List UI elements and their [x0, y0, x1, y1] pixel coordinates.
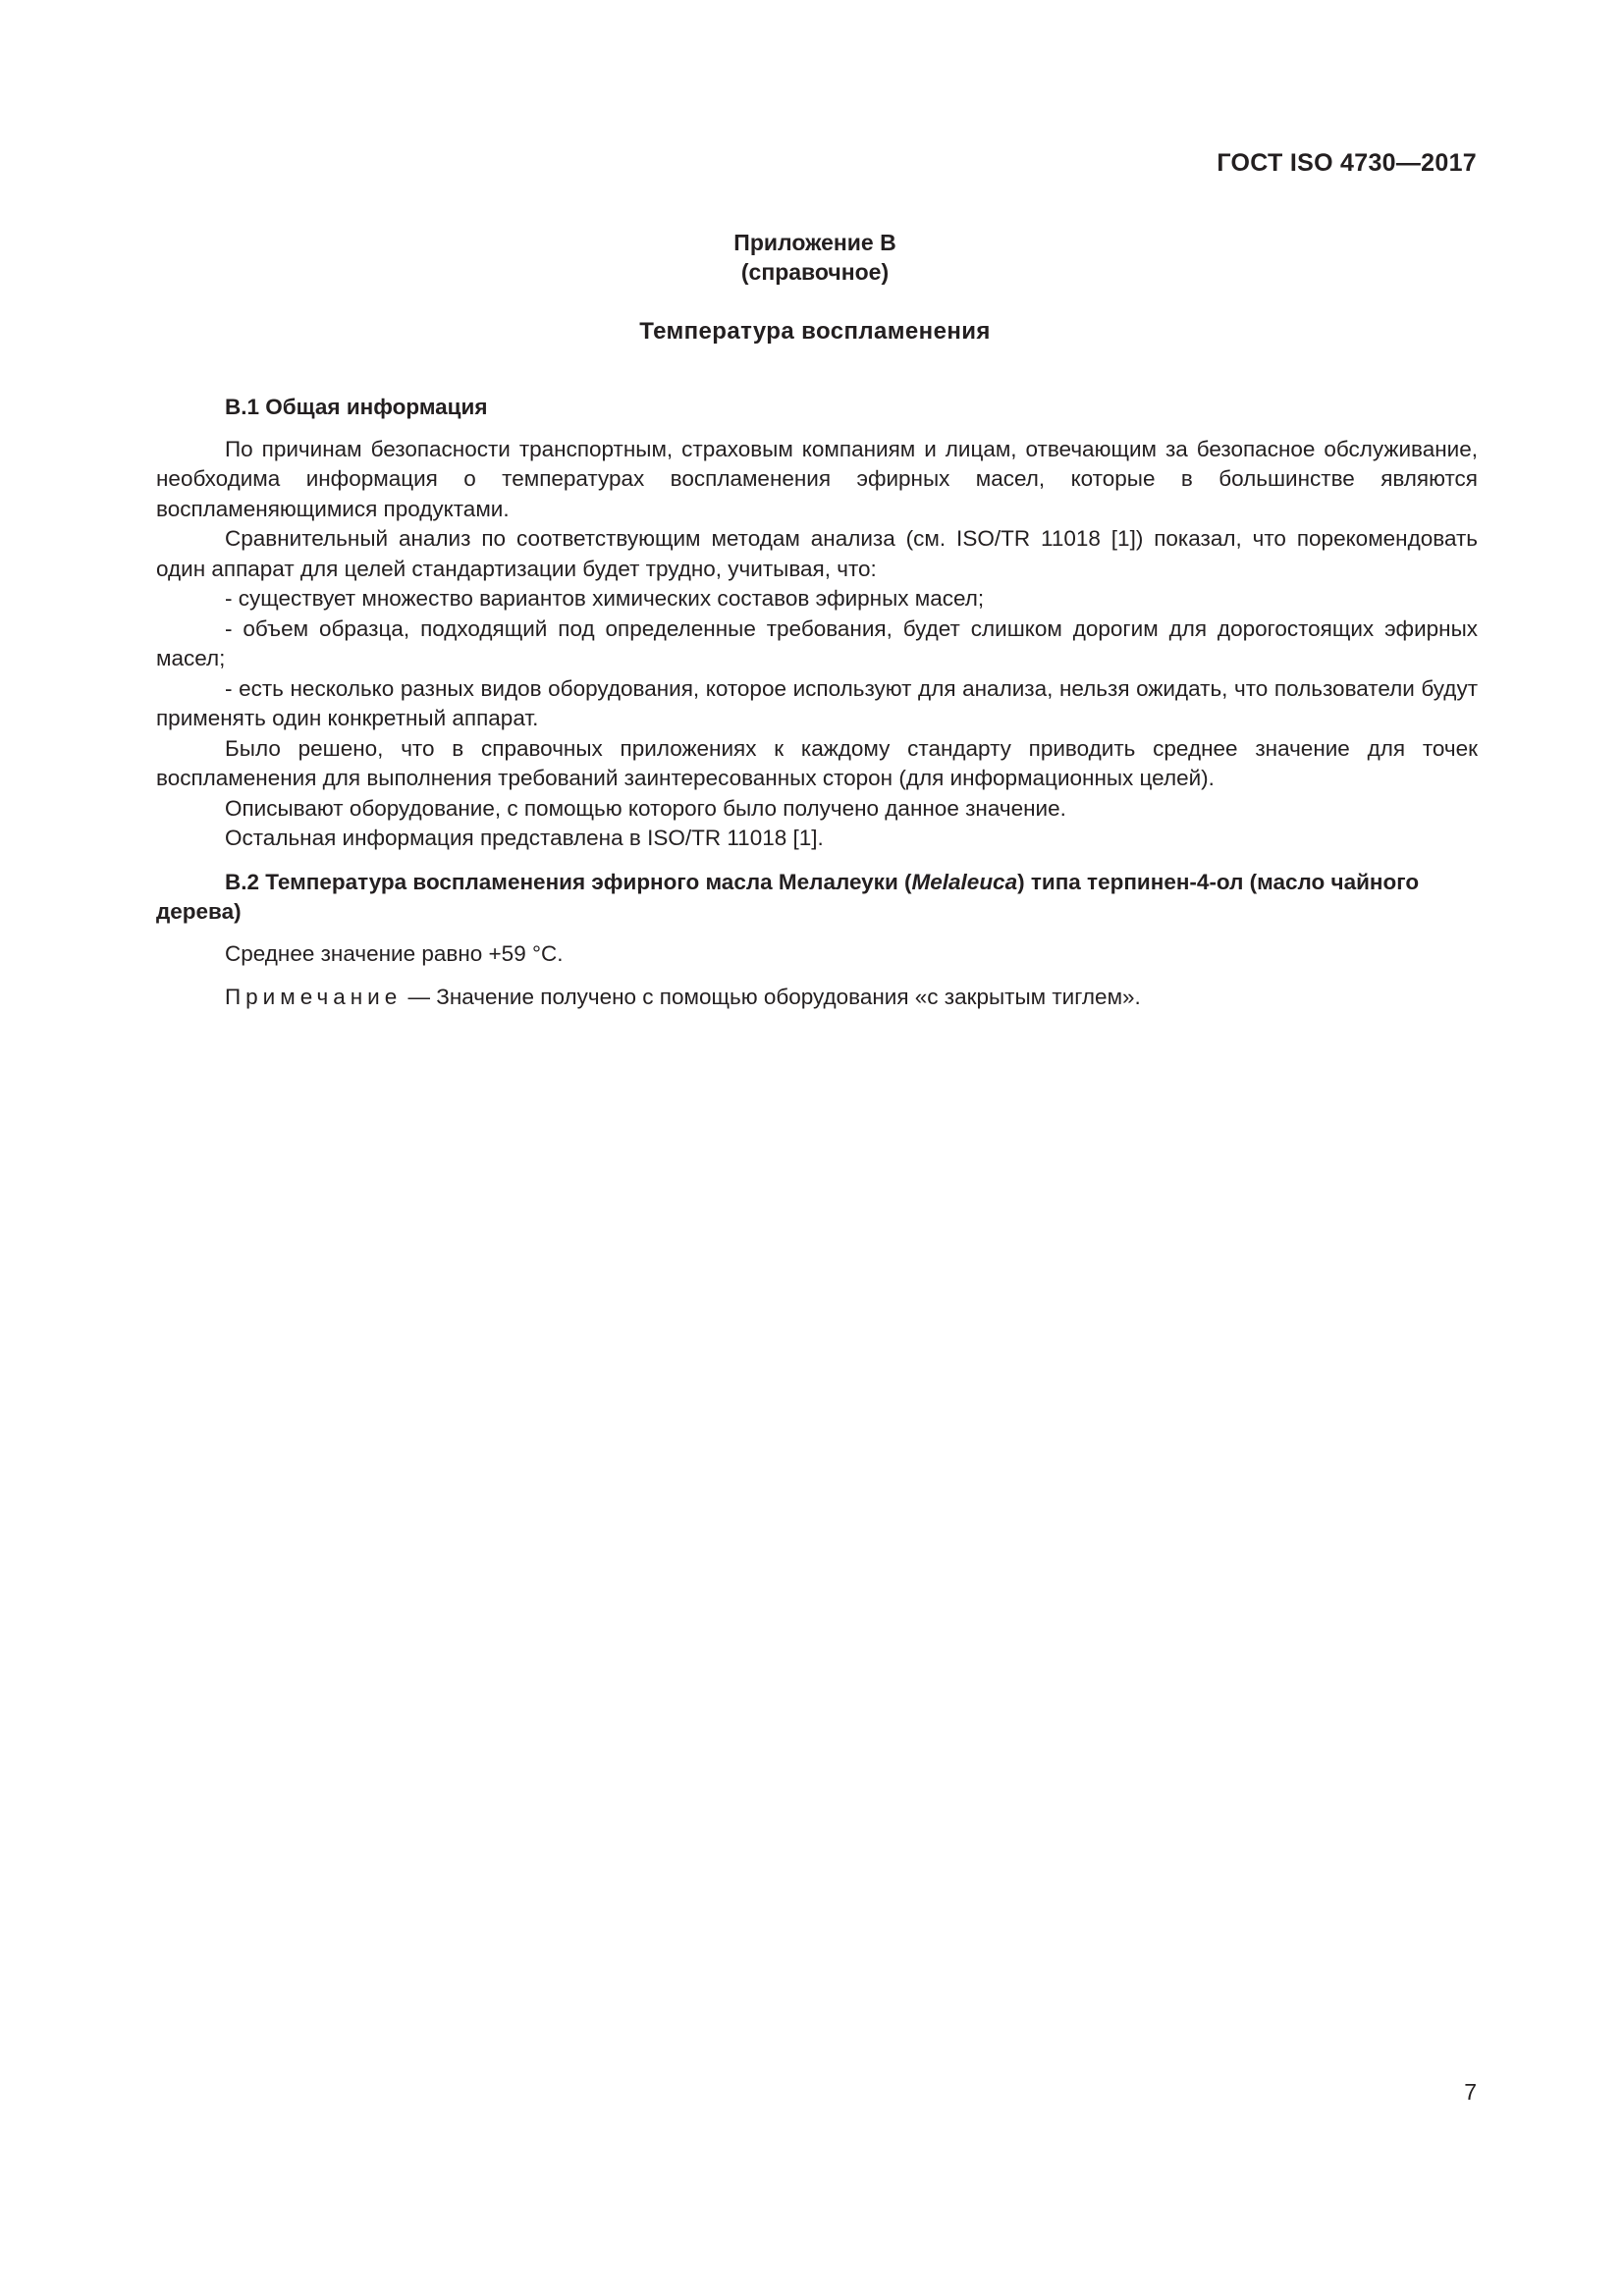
section-2-title-part1: В.2 Температура воспламенения эфирного масла Мелалеуки ( — [225, 869, 912, 894]
note — [156, 983, 1478, 1013]
section-2-title-italic: Melaleuca — [911, 869, 1018, 894]
paragraph: Было решено, что в справочных приложениях к каждому стандарту приводить среднее значение для точек воспламенения для выполнения требований заинтересованных сторон (для информационных целей). — [156, 735, 1478, 790]
paragraph: Сравнительный анализ по соответствующим методам анализа (см. ISO/TR 11018 [1]) показал, что порекомендовать один аппарат для целей стандартизации будет трудно, учитывая, что: — [156, 526, 1478, 581]
annex-heading: Температура воспламенения — [639, 318, 991, 345]
page-number: 7 — [1464, 2079, 1477, 2105]
document-code: ГОСТ ISO 4730—2017 — [1217, 149, 1477, 177]
mean-value-text: Среднее значение равно +59 °С. — [225, 940, 564, 966]
section-1-title: В.1 Общая информация — [225, 395, 488, 419]
note-label: Примечание — [225, 985, 403, 1009]
section-2-title — [156, 868, 1478, 928]
annex-title-line2: (справочное) — [740, 259, 890, 285]
list-item: - объем образца, подходящий под определенные требования, будет слишком дорогим для дорогостоящих эфирных масел; — [156, 615, 1478, 670]
paragraph: По причинам безопасности транспортным, страховым компаниям и лицам, отвечающим за безопасное обслуживание, необходима информация о температурах воспламенения эфирных масел, которые в большинстве являются воспламеняющимися продуктами. — [156, 436, 1478, 521]
document-body — [156, 393, 1478, 1013]
annex-title — [0, 228, 1624, 287]
paragraph: Остальная информация представлена в ISO/TR 11018 [1]. — [225, 826, 824, 850]
annex-title-line1: Приложение В — [733, 230, 896, 255]
paragraph: Описывают оборудование, с помощью которого было получено данное значение. — [225, 795, 1066, 821]
list-item: - существует множество вариантов химических составов эфирных масел; — [225, 586, 985, 611]
note-text: — Значение получено с помощью оборудования «с закрытым тиглем». — [402, 985, 1141, 1009]
section-2-title-part2: ) типа терпинен-4-ол (масло чайного дерева) — [156, 869, 1420, 924]
list-item: - есть несколько разных видов оборудования, которое используют для анализа, нельзя ожидать, что пользователи будут применять один конкретный аппарат. — [156, 675, 1478, 730]
